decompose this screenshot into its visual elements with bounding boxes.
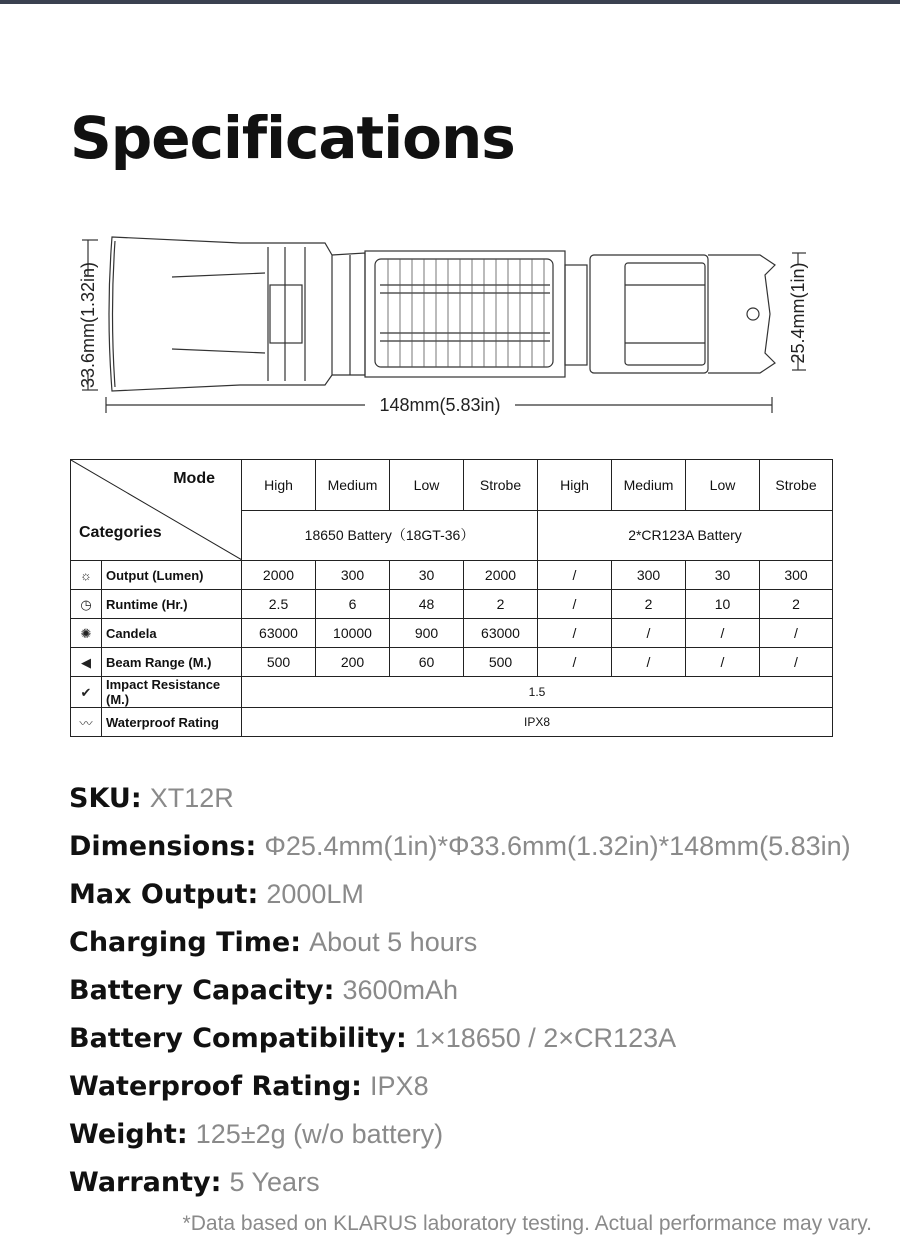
- table-cell: /: [760, 648, 833, 677]
- table-cell: 300: [760, 561, 833, 590]
- spec-key: Max Output:: [69, 879, 259, 910]
- row-label: Beam Range (M.): [102, 648, 242, 677]
- row-label: Runtime (Hr.): [102, 590, 242, 619]
- spec-value: About 5 hours: [309, 927, 478, 957]
- spec-key: Warranty:: [69, 1167, 222, 1198]
- table-cell: 500: [464, 648, 538, 677]
- spec-key: Dimensions:: [69, 831, 257, 862]
- table-cell: 2000: [242, 561, 316, 590]
- table-mode-row: [71, 460, 833, 511]
- spec-item-sku: [69, 778, 889, 826]
- table-cell: /: [612, 648, 686, 677]
- spec-item-waterproof-rating: [69, 1066, 889, 1114]
- spec-value: XT12R: [149, 783, 234, 813]
- waterproof-icon: 〰: [79, 715, 93, 731]
- table-cell: 2.5: [242, 590, 316, 619]
- top-bar: [0, 0, 900, 4]
- spec-key: Waterproof Rating:: [69, 1071, 362, 1102]
- row-label: Candela: [102, 619, 242, 648]
- spec-key: Charging Time:: [69, 927, 302, 958]
- row-label: Waterproof Rating: [102, 708, 242, 737]
- table-cell: IPX8: [242, 708, 833, 737]
- spec-table: [70, 459, 833, 737]
- height-dimension-label: 33.6mm(1.32in): [78, 261, 98, 389]
- table-cell: 300: [612, 561, 686, 590]
- output-icon: ☼: [80, 568, 92, 583]
- table-row: [71, 561, 833, 590]
- spec-item-max-output: [69, 874, 889, 922]
- spec-item-battery-compatibility: [69, 1018, 889, 1066]
- table-cell: 63000: [464, 619, 538, 648]
- table-cell: /: [686, 619, 760, 648]
- table-cell: /: [760, 619, 833, 648]
- runtime-icon: ◷: [80, 596, 92, 612]
- battery-group-18650: 18650 Battery（18GT-36）: [242, 510, 538, 561]
- spec-value: Φ25.4mm(1in)*Φ33.6mm(1.32in)*148mm(5.83in): [264, 831, 851, 861]
- spec-key: Weight:: [69, 1119, 188, 1150]
- table-cell: /: [538, 561, 612, 590]
- spec-list: [69, 778, 889, 1210]
- mode-cell: Low: [390, 460, 464, 511]
- mode-cell: Low: [686, 460, 760, 511]
- spec-value: 5 Years: [229, 1167, 320, 1197]
- spec-value: 125±2g (w/o battery): [195, 1119, 444, 1149]
- spec-item-battery-capacity: [69, 970, 889, 1018]
- table-cell: 48: [390, 590, 464, 619]
- mode-cell: Strobe: [760, 460, 833, 511]
- table-cell: /: [612, 619, 686, 648]
- spec-item-warranty: [69, 1162, 889, 1210]
- spec-item-charging-time: [69, 922, 889, 970]
- table-row: [71, 648, 833, 677]
- table-cell: 1.5: [242, 677, 833, 708]
- table-row: [71, 677, 833, 708]
- table-cell: /: [686, 648, 760, 677]
- table-cell: 63000: [242, 619, 316, 648]
- beam-range-icon: ◀: [81, 654, 91, 670]
- spec-value: 3600mAh: [342, 975, 459, 1005]
- mode-cell: Strobe: [464, 460, 538, 511]
- table-corner-header: [71, 460, 242, 561]
- table-cell: 10: [686, 590, 760, 619]
- table-cell: 30: [390, 561, 464, 590]
- table-cell: 10000: [316, 619, 390, 648]
- spec-value: 1×18650 / 2×CR123A: [414, 1023, 677, 1053]
- mode-cell: Medium: [316, 460, 390, 511]
- footnote: *Data based on KLARUS laboratory testing. Actual performance may vary.: [182, 1212, 872, 1235]
- table-row: [71, 590, 833, 619]
- spec-value: IPX8: [370, 1071, 429, 1101]
- table-cell: 2000: [464, 561, 538, 590]
- spec-item-dimensions: [69, 826, 889, 874]
- corner-diagonal: [71, 460, 242, 560]
- mode-cell: Medium: [612, 460, 686, 511]
- spec-key: Battery Compatibility:: [69, 1023, 407, 1054]
- row-label: Output (Lumen): [102, 561, 242, 590]
- spec-item-weight: [69, 1114, 889, 1162]
- mode-cell: High: [538, 460, 612, 511]
- table-cell: 900: [390, 619, 464, 648]
- table-cell: 2: [760, 590, 833, 619]
- candela-icon: ✺: [80, 625, 92, 641]
- table-cell: 2: [464, 590, 538, 619]
- mode-cell: High: [242, 460, 316, 511]
- spec-key: Battery Capacity:: [69, 975, 335, 1006]
- table-cell: 500: [242, 648, 316, 677]
- table-cell: 300: [316, 561, 390, 590]
- table-cell: 6: [316, 590, 390, 619]
- impact-icon: ✔: [80, 684, 92, 700]
- table-cell: 2: [612, 590, 686, 619]
- table-cell: /: [538, 648, 612, 677]
- table-cell: 30: [686, 561, 760, 590]
- table-row: [71, 619, 833, 648]
- table-cell: 200: [316, 648, 390, 677]
- battery-group-cr123a: 2*CR123A Battery: [538, 510, 833, 561]
- spec-value: 2000LM: [266, 879, 364, 909]
- mode-header: Mode: [173, 470, 215, 487]
- length-dimension-label: 148mm(5.83in): [379, 395, 501, 415]
- table-row: [71, 708, 833, 737]
- row-label: Impact Resistance (M.): [102, 677, 242, 708]
- spec-key: SKU:: [69, 783, 142, 814]
- page-title: Specifications: [70, 104, 515, 172]
- table-cell: /: [538, 619, 612, 648]
- tail-dimension-label: 25.4mm(1in): [788, 262, 808, 364]
- table-cell: /: [538, 590, 612, 619]
- categories-header: Categories: [79, 524, 162, 541]
- flashlight-drawing: [70, 225, 830, 425]
- table-cell: 60: [390, 648, 464, 677]
